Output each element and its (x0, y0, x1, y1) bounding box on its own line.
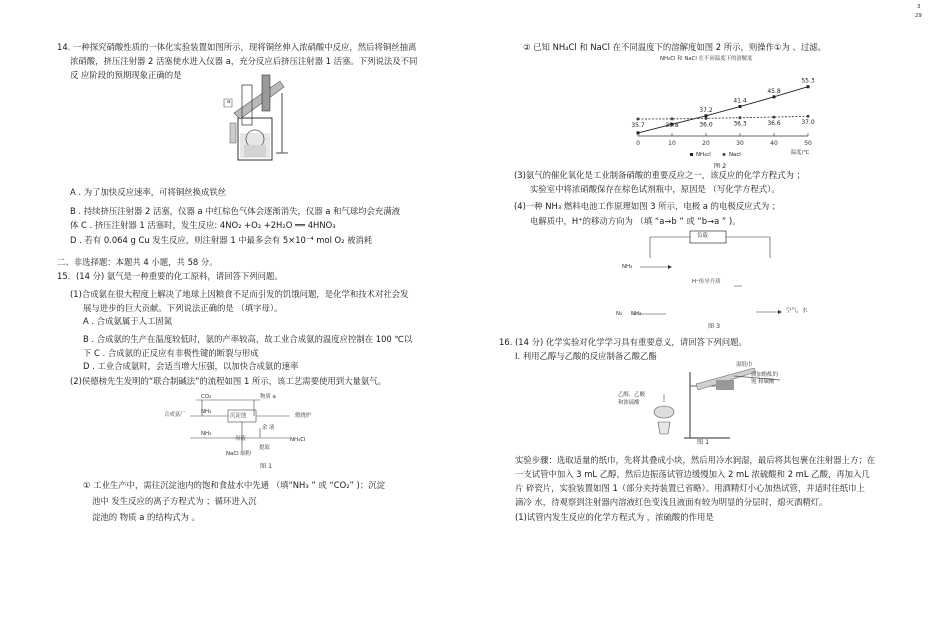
q15-2-2: ② 已知 NH₄Cl 和 NaCl 在不同温度下的溶解度如图 2 所示，则操作①为 、过滤。 (523, 42, 827, 52)
solubility-chart-plot (620, 56, 820, 168)
q14-option-c: 体 C . 挤压注射器 1 活塞时，发生反应: 4NO₂ +O₂ +2H₂O ══ 4HNO₃ (70, 220, 336, 230)
flow-settling-tank: 沉淀池 (230, 413, 247, 419)
cell-proton-medium: H⁺传导介质 (692, 279, 721, 285)
data-label: 35.8 (665, 121, 679, 129)
flow-furnace: 煅烧炉 (295, 413, 312, 419)
flow-residue: 余 液 (262, 425, 275, 431)
q14-option-d: D . 若有 0.064 g Cu 发生反应，则注射器 1 中最多会有 5×10⁻⁴ mol O₂ 被消耗 (70, 235, 373, 245)
nacl-point (637, 118, 640, 121)
page-corner-mark: 3 (917, 4, 921, 10)
cell-nh3-in: NH₃ (622, 264, 633, 270)
figure-3-caption: 图 3 (708, 323, 721, 330)
q14-stem-line-3: 反 应阶段的预期现象正确的是 (70, 70, 182, 80)
q15-2-1-line-2: 池中 发生反应的离子方程式为 ；循环进入沉 (92, 496, 257, 506)
x-tick-label: 20 (702, 140, 710, 147)
x-tick-label: 30 (736, 140, 744, 147)
figure-2-caption: 图 2 (713, 162, 727, 168)
q15-part1-option-d: D . 工业合成氨时，会适当增大压强，以加快合成氨的速率 (83, 361, 299, 371)
nh4cl-point (637, 131, 640, 134)
data-label: 36.6 (767, 120, 781, 128)
q15-title: 15．(14 分) 氨气是一种重要的化工原料，请回答下列问题。 (57, 271, 283, 281)
q15-part2-intro: (2)侯德榜先生发明的“联合制碱法”的流程如图 1 所示，该工艺需要使用到大量氨气。 (70, 376, 386, 386)
nacl-point (773, 116, 776, 119)
q15-part1-option-a: A . 合成氨属于人工固氮 (83, 316, 173, 326)
cell-n2-out: N₂ (616, 311, 623, 317)
q15-part1-line-1: (1)合成氨在很大程度上解决了地球上因粮食不足而引发的饥饿问题，是化学和技术对社会发 (70, 289, 409, 299)
flow-nh3-top: NH₃ (201, 409, 212, 415)
flow-nacl-powder: NaCl 细粉 (226, 451, 252, 457)
flow-co2: CO₂ (201, 394, 212, 400)
data-label: 35.7 (631, 122, 645, 130)
nacl-point (739, 116, 742, 119)
q15-2-1-line-1: ① 工业生产中，需往沉淀池内的饱和食盐水中先通 （填“NH₃ ” 或 “CO₂” )；沉淀 (83, 480, 385, 490)
legend-nacl: Nacl (729, 152, 741, 158)
legend-marker-nacl (723, 153, 726, 156)
data-label: 55.3 (801, 77, 815, 85)
fig-phenolphthalein-label: 滴加酚酞的 (751, 372, 778, 378)
cell-nh3-out: NH₃ (631, 311, 642, 317)
data-label: 41.4 (733, 97, 747, 105)
page-number: 29 (915, 13, 922, 19)
q14-stem-line-1: 14. 一种探究硝酸性质的一体化实验装置如图所示，现将铜丝伸入浓硝酸中反应，然后将铜丝抽离 (57, 42, 417, 52)
data-label: 36.3 (733, 120, 747, 128)
nitric-acid-apparatus-figure (222, 73, 302, 165)
q16-steps-line-4: 滴冷 水，待观察到注射器内溶液红色变浅且液面有较为明显的分层时，熄灭酒精灯。 (515, 497, 828, 507)
q15-3-line-2: 实验室中将浓硝酸保存在棕色试剂瓶中，原因是 （写化学方程式）。 (530, 184, 780, 194)
q14-option-a: A . 为了加快反应速率，可将铜丝换成铁丝 (70, 187, 227, 197)
q16-figure-1-caption: 图 1 (697, 439, 710, 446)
q15-3-line-1: (3)氨气的催化氧化是工业制备硝酸的重要反应之一，该反应的化学方程式为 ； (514, 170, 805, 180)
nh4cl-point (705, 114, 708, 117)
q15-part1-option-c: 下 C . 合成氨的正反应有非极性键的断裂与形成 (83, 348, 259, 358)
legend-nh4cl: NH₄cl (696, 152, 711, 158)
q16-title: 16. (14 分) 化学实验对化学学习具有重要意义，请回答下列问题。 (499, 337, 747, 347)
q15-part1-option-b: B . 合成氨的生产在温度较低时，氨的产率较高，故工业合成氨的温度应控制在 100 ℃以 (83, 334, 413, 344)
data-label: 45.8 (767, 87, 781, 95)
cell-load-label: 负载 (697, 233, 708, 239)
solubility-chart (620, 56, 820, 168)
flow-nh4cl: NH₄Cl (290, 437, 306, 443)
series-line-nh4cl (638, 87, 808, 133)
flow-extract: 提取 (259, 445, 270, 451)
flow-nh3-bottom: NH₃ (201, 431, 212, 437)
x-tick-label: 50 (804, 140, 812, 147)
x-tick-label: 40 (770, 140, 778, 147)
x-tick-label: 0 (636, 140, 640, 147)
q14-stem-line-2: 浓硝酸，挤压注射器 2 活塞使水进入仪器 a，充分反应后挤压注射器 1 活塞。下列说法及不同 (70, 56, 418, 66)
q16-steps-line-2: 一支试管中加入 3 mL 乙醇，然后边振荡试管边缓慢加入 2 mL 浓硫酸和 2 mL 乙酸，再加入几 (515, 469, 870, 479)
fig-carbonate-label: 饱 和碳酸 (751, 379, 775, 385)
nh4cl-point (773, 95, 776, 98)
data-label: 36.0 (699, 121, 713, 129)
fig-reagents-line-1: 乙醇、乙酸 (618, 392, 645, 398)
data-label: 37.0 (801, 119, 815, 127)
nacl-point (807, 115, 810, 118)
series-line-nacl (638, 116, 808, 119)
q16-question-1: (1)试管内发生反应的化学方程式为 ，浓硫酸的作用是 (515, 512, 714, 522)
q16-steps-line-3: 片 碎瓷片，实验装置如图 1（部分夹持装置已省略）。用酒精灯小心加热试管，并适时往纸巾上 (515, 483, 865, 493)
flow-substance-a: 物质 a (260, 394, 276, 400)
q16-part-1: Ⅰ. 利用乙醇与乙酸的反应制备乙酸乙酯 (515, 351, 657, 361)
data-label: 37.2 (699, 106, 713, 114)
q16-steps-line-1: 实验步骤：选取适量的纸巾，先将其叠成小块，然后用冷水润湿，最后将其包裹在注射器上方；在 (515, 455, 876, 465)
flow-ammonia-plant: 合成氨厂 (164, 412, 186, 418)
flow-mother-liquor: 母液 (235, 436, 246, 442)
apparatus-label-a: a (227, 99, 231, 105)
chart-title: NH₄Cl 和 NaCl 在不同温度下的溶解度 (660, 56, 753, 62)
cell-air-water: 空气，水 (786, 308, 808, 314)
legend-marker-nh4cl (690, 153, 693, 156)
q15-4-line-2: 电解质中，H⁺的移动方向为 （填 “a→b ” 或 “b→a ” )。 (530, 216, 741, 226)
fig-reagents-line-2: 和浓硫酸 (618, 400, 640, 406)
fuel-cell-diagram (610, 228, 810, 324)
q15-part1-line-2: 展与进步的巨大贡献。下列说法正确的是 （填字母）。 (83, 303, 283, 313)
nh4cl-point (807, 85, 810, 88)
nacl-point (705, 117, 708, 120)
q15-2-1-line-3: 淀池的 物质 a 的结构式为 。 (92, 512, 200, 522)
nh4cl-point (739, 105, 742, 108)
x-axis-label: 温度/℃ (790, 150, 810, 156)
figure-1-caption: 图 1 (260, 463, 273, 470)
nacl-point (671, 117, 674, 120)
section-2-heading: 二、非选择题：本题共 4 小题，共 58 分。 (57, 257, 218, 267)
q15-4-line-1: (4)一种 NH₃ 燃料电池工作原理如图 3 所示，电极 a 的电极反应式为 ； (514, 201, 781, 211)
q14-option-b: B . 持续挤压注射器 2 活塞，仪器 a 中红棕色气体会逐渐消失，仪器 a 和气球均会充满液 (70, 206, 401, 216)
x-tick-label: 10 (668, 140, 676, 147)
fig-wet-tissue-label: 湿纸巾 (736, 362, 753, 368)
